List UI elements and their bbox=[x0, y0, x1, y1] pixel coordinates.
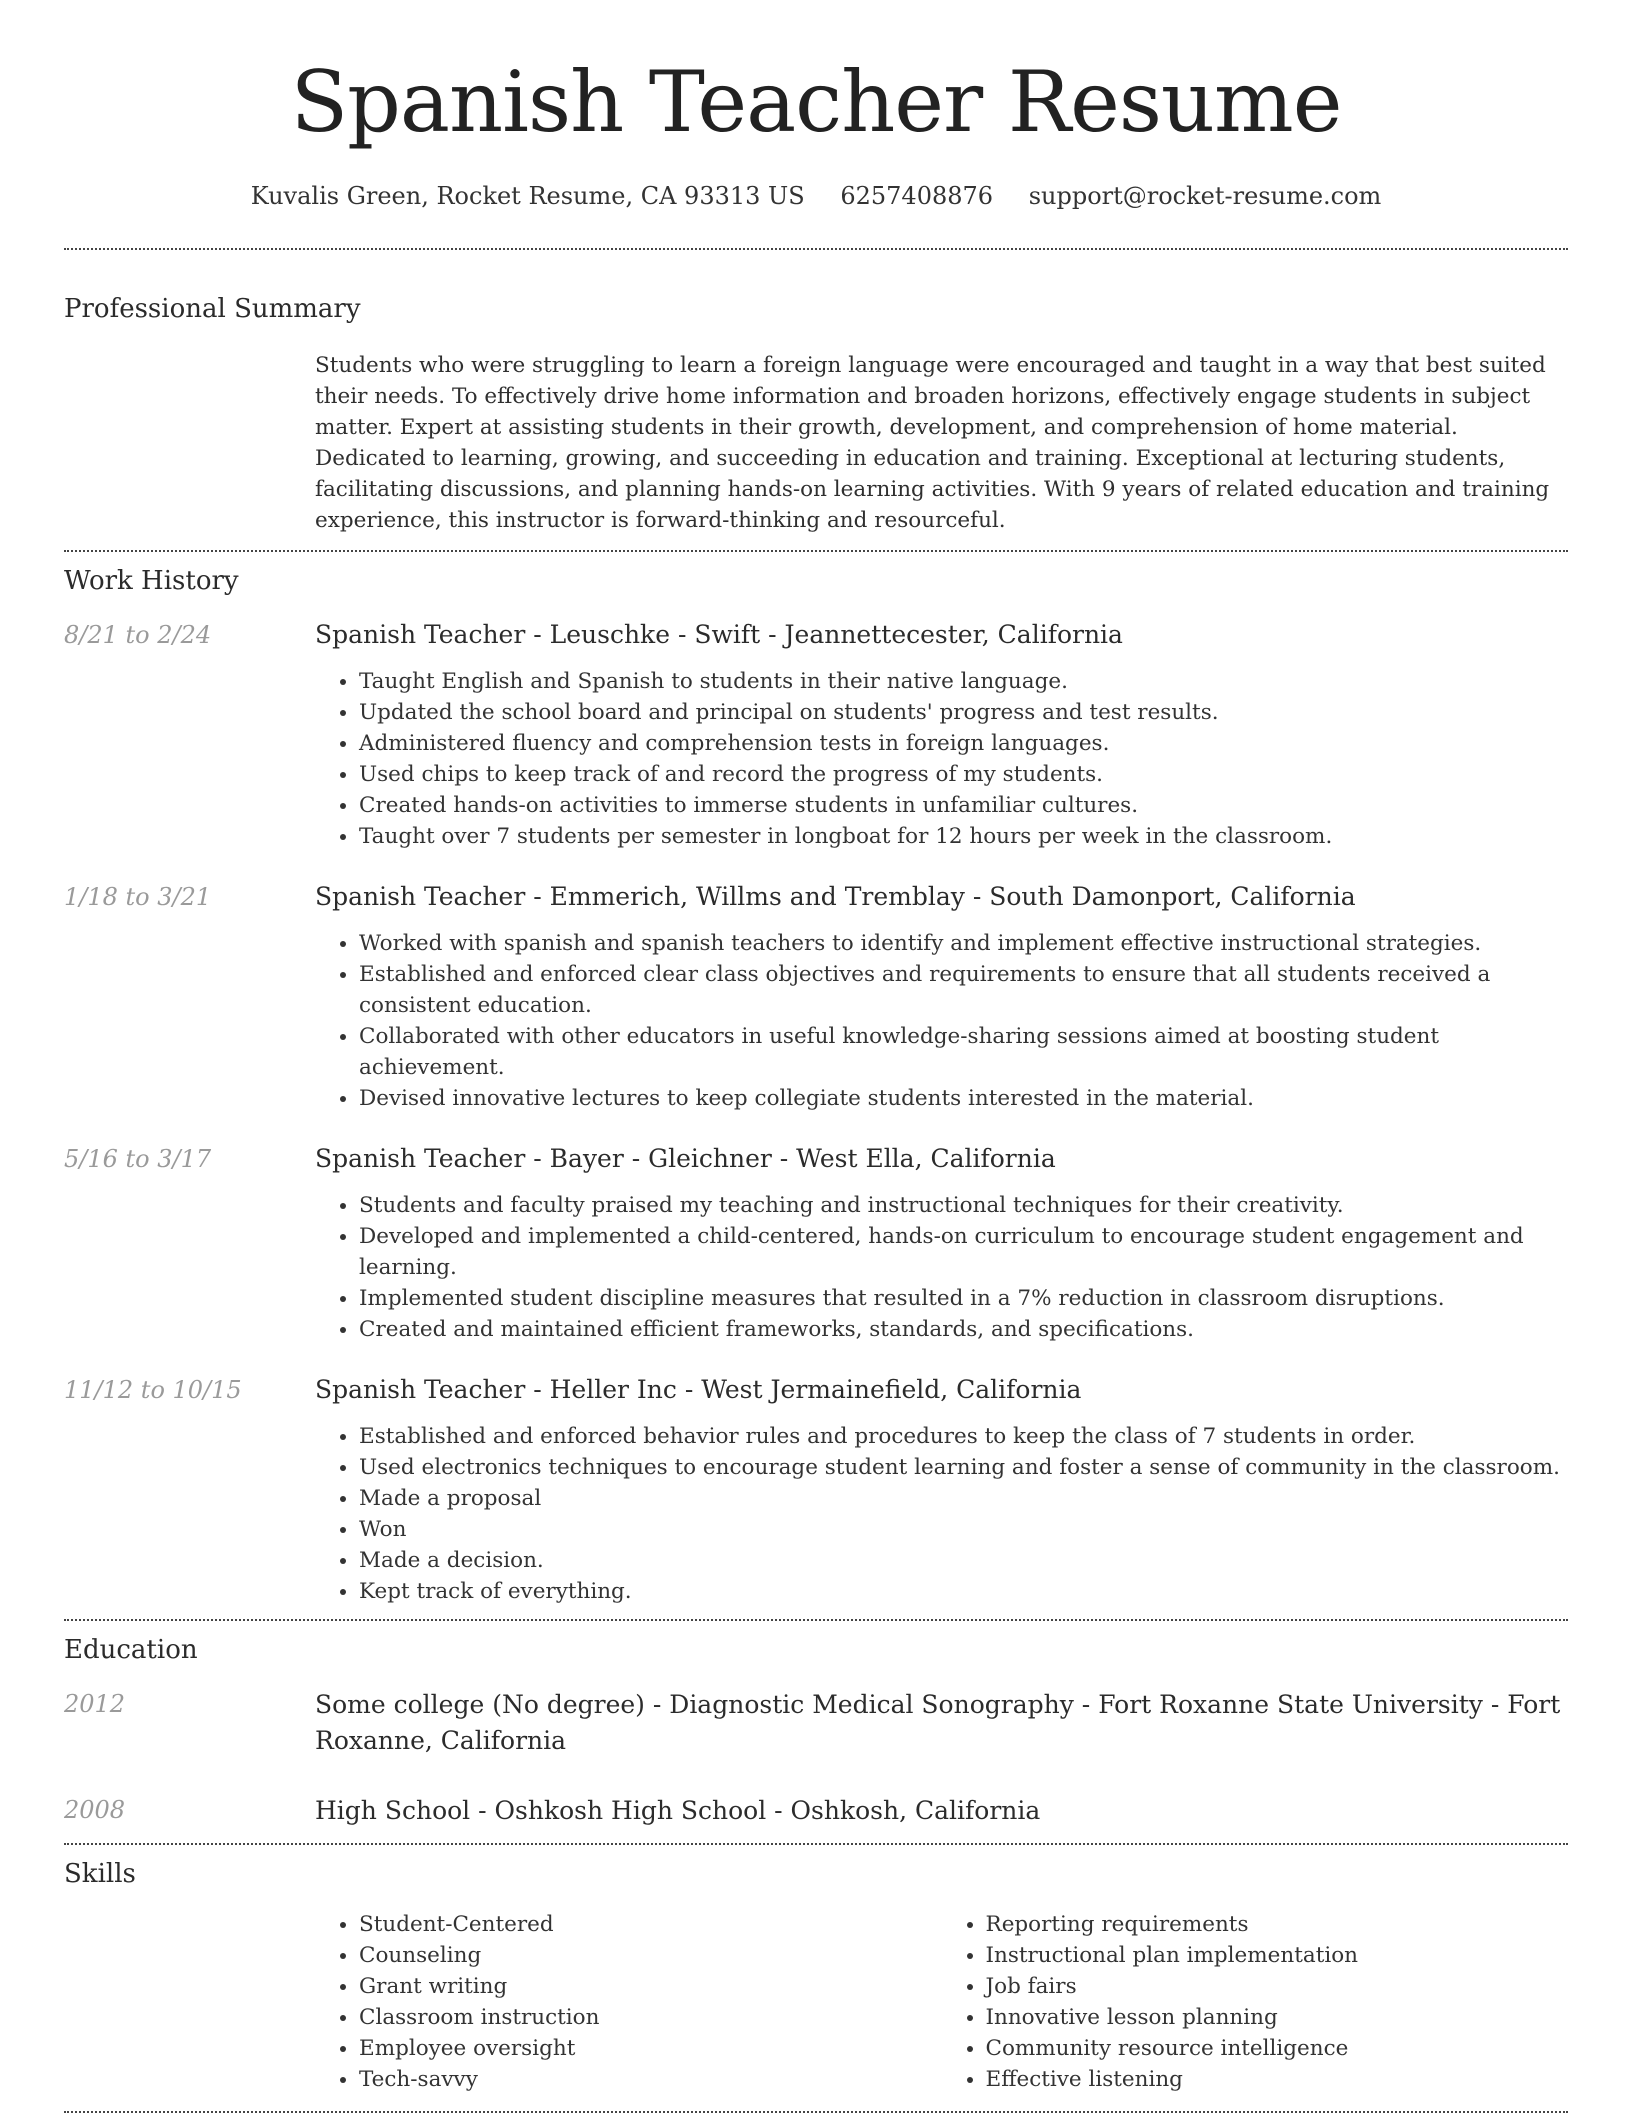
job-bullet: • Devised innovative lectures to keep collegiate students interested in the material. bbox=[359, 1083, 1568, 1114]
skill-item: • Tech-savvy bbox=[359, 2064, 942, 2095]
job-bullet: • Taught English and Spanish to students in their native language. bbox=[359, 666, 1568, 697]
job-bullets bbox=[315, 1421, 1568, 1607]
education-entry bbox=[64, 1687, 1568, 1759]
job-bullet: • Updated the school board and principal on students' progress and test results. bbox=[359, 697, 1568, 728]
job-bullet: • Developed and implemented a child-centered, hands-on curriculum to encourage student engagement and learning. bbox=[359, 1221, 1568, 1283]
summary-heading: Professional Summary bbox=[64, 294, 361, 324]
job-bullet: • Established and enforced behavior rules and procedures to keep the class of 7 students in order. bbox=[359, 1421, 1568, 1452]
education-year: 2012 bbox=[64, 1690, 126, 1718]
contact-address: Kuvalis Green, Rocket Resume, CA 93313 US bbox=[250, 182, 805, 210]
skills-heading: Skills bbox=[64, 1859, 136, 1889]
job-title: Spanish Teacher - Emmerich, Willms and Tremblay - South Damonport, California bbox=[315, 882, 1356, 911]
divider bbox=[64, 1619, 1568, 1621]
divider bbox=[64, 1843, 1568, 1845]
job-entry bbox=[64, 880, 1568, 1114]
skills-list-right bbox=[942, 1909, 1569, 2095]
skill-item: • Innovative lesson planning bbox=[986, 2002, 1569, 2033]
skill-item: • Classroom instruction bbox=[359, 2002, 942, 2033]
job-bullet: • Won bbox=[359, 1514, 1568, 1545]
job-title: Spanish Teacher - Heller Inc - West Jermainefield, California bbox=[315, 1375, 1082, 1404]
education-title: High School - Oshkosh High School - Oshkosh, California bbox=[315, 1796, 1041, 1825]
contact-line bbox=[64, 180, 1568, 212]
skill-item: • Community resource intelligence bbox=[986, 2033, 1569, 2064]
education-section bbox=[64, 1633, 1568, 1843]
divider bbox=[64, 550, 1568, 552]
job-entry bbox=[64, 618, 1568, 852]
job-bullet: • Collaborated with other educators in useful knowledge-sharing sessions aimed at boosting student achievement. bbox=[359, 1021, 1568, 1083]
skill-item: • Student-Centered bbox=[359, 1909, 942, 1940]
work-history-section bbox=[64, 564, 1568, 1619]
job-bullet: • Used electronics techniques to encourage student learning and foster a sense of community in the classroom. bbox=[359, 1452, 1568, 1483]
job-entry bbox=[64, 1142, 1568, 1345]
job-bullet: • Created hands-on activities to immerse students in unfamiliar cultures. bbox=[359, 790, 1568, 821]
job-bullet: • Administered fluency and comprehension tests in foreign languages. bbox=[359, 728, 1568, 759]
job-title: Spanish Teacher - Bayer - Gleichner - West Ella, California bbox=[315, 1144, 1056, 1173]
job-bullet: • Used chips to keep track of and record the progress of my students. bbox=[359, 759, 1568, 790]
skill-item: • Counseling bbox=[359, 1940, 942, 1971]
job-dates: 1/18 to 3/21 bbox=[64, 883, 212, 911]
job-bullets bbox=[315, 928, 1568, 1114]
job-bullets bbox=[315, 666, 1568, 852]
skills-section bbox=[64, 1857, 1568, 2111]
work-history-heading: Work History bbox=[64, 566, 239, 596]
page-title: Spanish Teacher Resume bbox=[290, 53, 1342, 151]
job-dates: 5/16 to 3/17 bbox=[64, 1145, 212, 1173]
job-dates: 11/12 to 10/15 bbox=[64, 1376, 242, 1404]
contact-email: support@rocket-resume.com bbox=[1028, 182, 1382, 210]
job-entry bbox=[64, 1373, 1568, 1607]
skill-item: • Job fairs bbox=[986, 1971, 1569, 2002]
skill-item: • Instructional plan implementation bbox=[986, 1940, 1569, 1971]
summary-section bbox=[64, 292, 1568, 550]
job-bullet: • Worked with spanish and spanish teachers to identify and implement effective instructional strategies. bbox=[359, 928, 1568, 959]
job-dates: 8/21 to 2/24 bbox=[64, 621, 212, 649]
skills-list-left bbox=[315, 1909, 942, 2095]
job-bullet: • Taught over 7 students per semester in longboat for 12 hours per week in the classroom. bbox=[359, 821, 1568, 852]
skill-item: • Employee oversight bbox=[359, 2033, 942, 2064]
contact-phone: 6257408876 bbox=[840, 182, 994, 210]
job-bullet: • Implemented student discipline measures that resulted in a 7% reduction in classroom disruptions. bbox=[359, 1283, 1568, 1314]
job-bullet: • Made a proposal bbox=[359, 1483, 1568, 1514]
skill-item: • Grant writing bbox=[359, 1971, 942, 2002]
divider bbox=[64, 248, 1568, 250]
education-title: Some college (No degree) - Diagnostic Medical Sonography - Fort Roxanne State University - Fort Roxanne, California bbox=[315, 1690, 1561, 1755]
job-bullets bbox=[315, 1190, 1568, 1345]
education-year: 2008 bbox=[64, 1796, 126, 1824]
job-bullet: • Created and maintained efficient frameworks, standards, and specifications. bbox=[359, 1314, 1568, 1345]
summary-text: Students who were struggling to learn a foreign language were encouraged and taught in a way that best suited their needs. To effectively drive home information and broaden horizons, effectively engage students in subject matter. Expert at assisting students in their growth, development, and comprehension of home material. Dedicated to learning, growing, and succeeding in education and training. Exceptional at lecturing students, facilitating discussions, and planning hands-on learning activities. With 9 years of related education and training experience, this instructor is forward-thinking and resourceful. bbox=[315, 353, 1550, 533]
education-entry bbox=[64, 1793, 1568, 1829]
education-heading: Education bbox=[64, 1635, 198, 1665]
job-bullet: • Made a decision. bbox=[359, 1545, 1568, 1576]
skill-item: • Reporting requirements bbox=[986, 1909, 1569, 1940]
job-title: Spanish Teacher - Leuschke - Swift - Jeannettecester, California bbox=[315, 620, 1123, 649]
skill-item: • Effective listening bbox=[986, 2064, 1569, 2095]
job-bullet: • Kept track of everything. bbox=[359, 1576, 1568, 1607]
job-bullet: • Established and enforced clear class objectives and requirements to ensure that all students received a consistent education. bbox=[359, 959, 1568, 1021]
job-bullet: • Students and faculty praised my teaching and instructional techniques for their creativity. bbox=[359, 1190, 1568, 1221]
